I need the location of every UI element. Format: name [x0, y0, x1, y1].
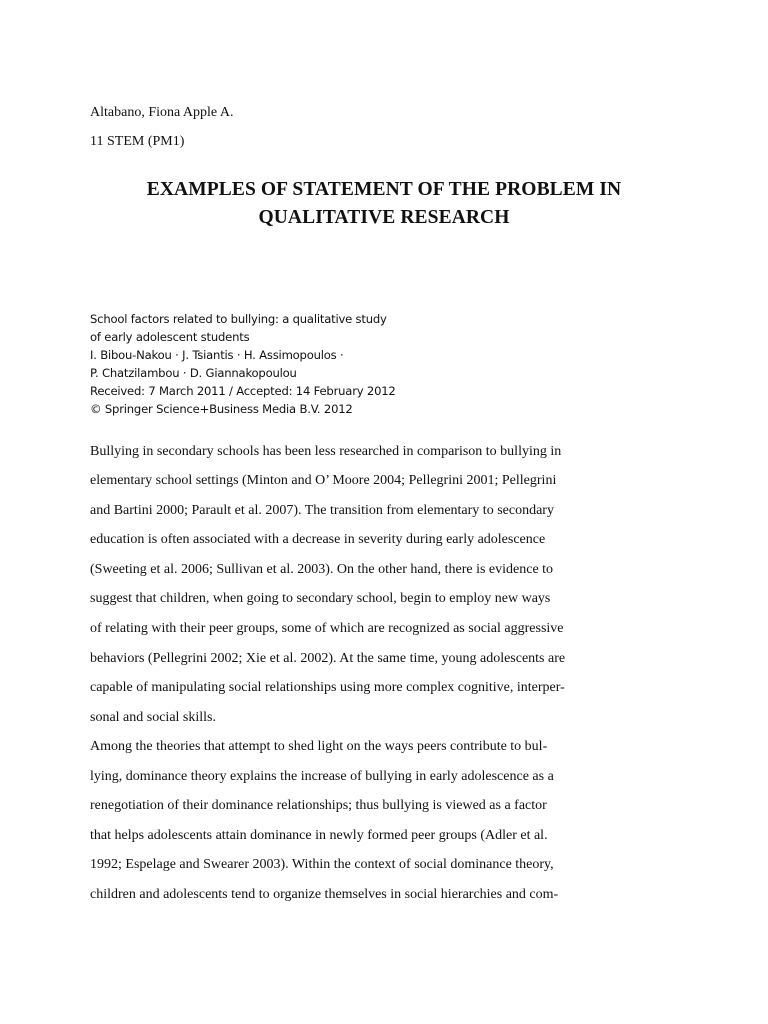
body-line: and Bartini 2000; Parault et al. 2007). The transition from elementary to secondary [90, 503, 554, 518]
body-line: education is often associated with a decrease in severity during early adolescence [90, 532, 546, 547]
body-line: that helps adolescents attain dominance in newly formed peer groups (Adler et al. [90, 828, 548, 843]
body-line: Among the theories that attempt to shed light on the ways peers contribute to bul- [90, 739, 548, 754]
body-line: sonal and social skills. [90, 710, 216, 725]
title-line-2: QUALITATIVE RESEARCH [258, 207, 510, 228]
article-title-line-1: School factors related to bullying: a qualitative study [90, 312, 387, 326]
article-copyright: © Springer Science+Business Media B.V. 2012 [90, 402, 353, 416]
body-line: behaviors (Pellegrini 2002; Xie et al. 2002). At the same time, young adolescents are [90, 651, 566, 666]
body-line: suggest that children, when going to secondary school, begin to employ new ways [90, 591, 551, 606]
article-dates: Received: 7 March 2011 / Accepted: 14 February 2012 [90, 384, 396, 398]
class-section: 11 STEM (PM1) [90, 134, 185, 149]
body-line: children and adolescents tend to organize themselves in social hierarchies and com- [90, 887, 559, 902]
author-name: Altabano, Fiona Apple A. [90, 105, 234, 120]
body-line: (Sweeting et al. 2006; Sullivan et al. 2003). On the other hand, there is evidence to [90, 562, 554, 577]
body-line: of relating with their peer groups, some of which are recognized as social aggressive [90, 621, 564, 636]
article-authors-line-1: I. Bibou-Nakou · J. Tsiantis · H. Assimopoulos · [90, 348, 344, 362]
body-line: elementary school settings (Minton and O’ Moore 2004; Pellegrini 2001; Pellegrini [90, 473, 557, 488]
body-line: capable of manipulating social relationships using more complex cognitive, interper- [90, 680, 565, 695]
body-line: lying, dominance theory explains the increase of bullying in early adolescence as a [90, 769, 554, 784]
title-line-1: EXAMPLES OF STATEMENT OF THE PROBLEM IN [146, 179, 622, 200]
article-reference [90, 310, 396, 418]
body-line: Bullying in secondary schools has been less researched in comparison to bullying in [90, 444, 562, 459]
document-title [90, 176, 678, 232]
body-line: 1992; Espelage and Swearer 2003). Within the context of social dominance theory, [90, 857, 554, 872]
article-title-line-2: of early adolescent students [90, 330, 250, 344]
body-line: renegotiation of their dominance relationships; thus bullying is viewed as a factor [90, 798, 547, 813]
article-authors-line-2: P. Chatzilambou · D. Giannakopoulou [90, 366, 297, 380]
